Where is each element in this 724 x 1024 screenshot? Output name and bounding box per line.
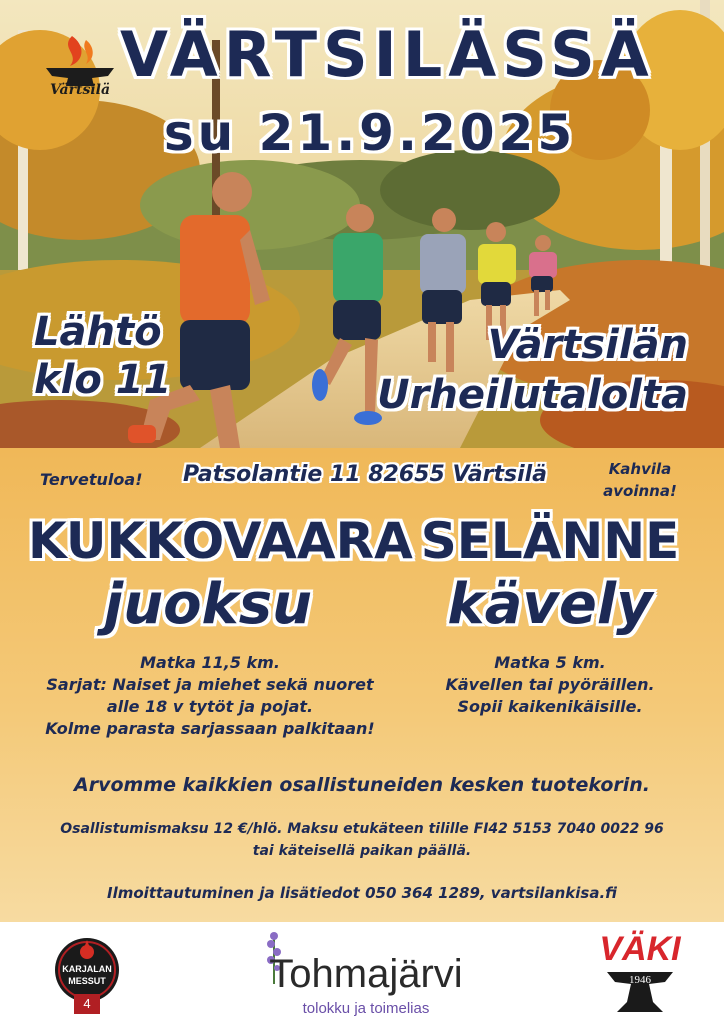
venue-line-1: Värtsilän xyxy=(487,322,688,368)
event-date: su 21.9.2025 xyxy=(163,104,577,162)
cafe-line-2: avoinna! xyxy=(603,482,677,500)
karjalan-line-2: MESSUT xyxy=(68,976,106,986)
logo-text: Värtsilä xyxy=(49,82,111,98)
run-detail-1: Matka 11,5 km. xyxy=(140,653,280,672)
walk-details xyxy=(410,652,690,718)
raffle-text: Arvomme kaikkien osallistuneiden kesken tuotekorin. xyxy=(74,774,650,796)
contact-text: Ilmoittautuminen ja lisätiedot 050 364 1289, vartsilankisa.fi xyxy=(107,884,617,902)
tohmajarvi-slogan: tolokku ja toimelias xyxy=(302,1000,430,1017)
venue-label xyxy=(377,320,688,420)
welcome-text: Tervetuloa! xyxy=(40,470,143,489)
vaki-name: VÄKI xyxy=(599,930,681,968)
fee-line-2: tai käteisellä paikan päällä. xyxy=(252,843,472,859)
hero-illustration xyxy=(0,0,724,448)
run-title: KUKKOVAARA xyxy=(28,512,413,570)
venue-line-2: Urheilutalolta xyxy=(377,372,688,418)
walk-title: SELÄNNE xyxy=(420,512,680,570)
vaki-year: 1946 xyxy=(629,974,651,986)
start-label xyxy=(34,308,171,404)
tohmajarvi-name: Tohmajärvi xyxy=(269,952,463,996)
walk-detail-1: Matka 5 km. xyxy=(494,653,606,672)
sponsor-footer xyxy=(0,922,724,1024)
address-text: Patsolantie 11 82655 Värtsilä xyxy=(183,462,547,487)
vaki-logo xyxy=(598,930,682,1018)
run-detail-3: alle 18 v tytöt ja pojat. xyxy=(106,697,314,716)
tohmajarvi-logo xyxy=(236,926,496,1020)
run-subtitle: juoksu xyxy=(104,572,312,637)
walk-detail-2: Kävellen tai pyöräillen. xyxy=(445,675,655,694)
walk-detail-3: Sopii kaikenikäisille. xyxy=(457,697,643,716)
run-detail-2: Sarjat: Naiset ja miehet sekä nuoret xyxy=(46,675,374,694)
page-title: VÄRTSILÄSSÄ xyxy=(120,18,655,91)
run-details xyxy=(20,652,400,740)
start-line-2: klo 11 xyxy=(34,357,172,403)
cafe-line-1: Kahvila xyxy=(608,460,672,478)
event-info-section xyxy=(0,448,724,922)
start-line-1: Lähtö xyxy=(34,309,162,355)
cafe-text xyxy=(590,458,690,502)
fee-text xyxy=(0,818,724,862)
vartsila-logo xyxy=(30,30,130,100)
karjalan-small: 4 xyxy=(83,996,91,1011)
karjalan-line-1: KARJALAN xyxy=(62,964,112,974)
karjalan-messut-logo xyxy=(54,930,120,1016)
run-detail-4: Kolme parasta sarjassaan palkitaan! xyxy=(45,719,375,738)
fee-line-1: Osallistumismaksu 12 €/hlö. Maksu etukäteen tilille FI42 5153 7040 0022 96 xyxy=(60,821,664,837)
walk-subtitle: kävely xyxy=(447,572,653,637)
